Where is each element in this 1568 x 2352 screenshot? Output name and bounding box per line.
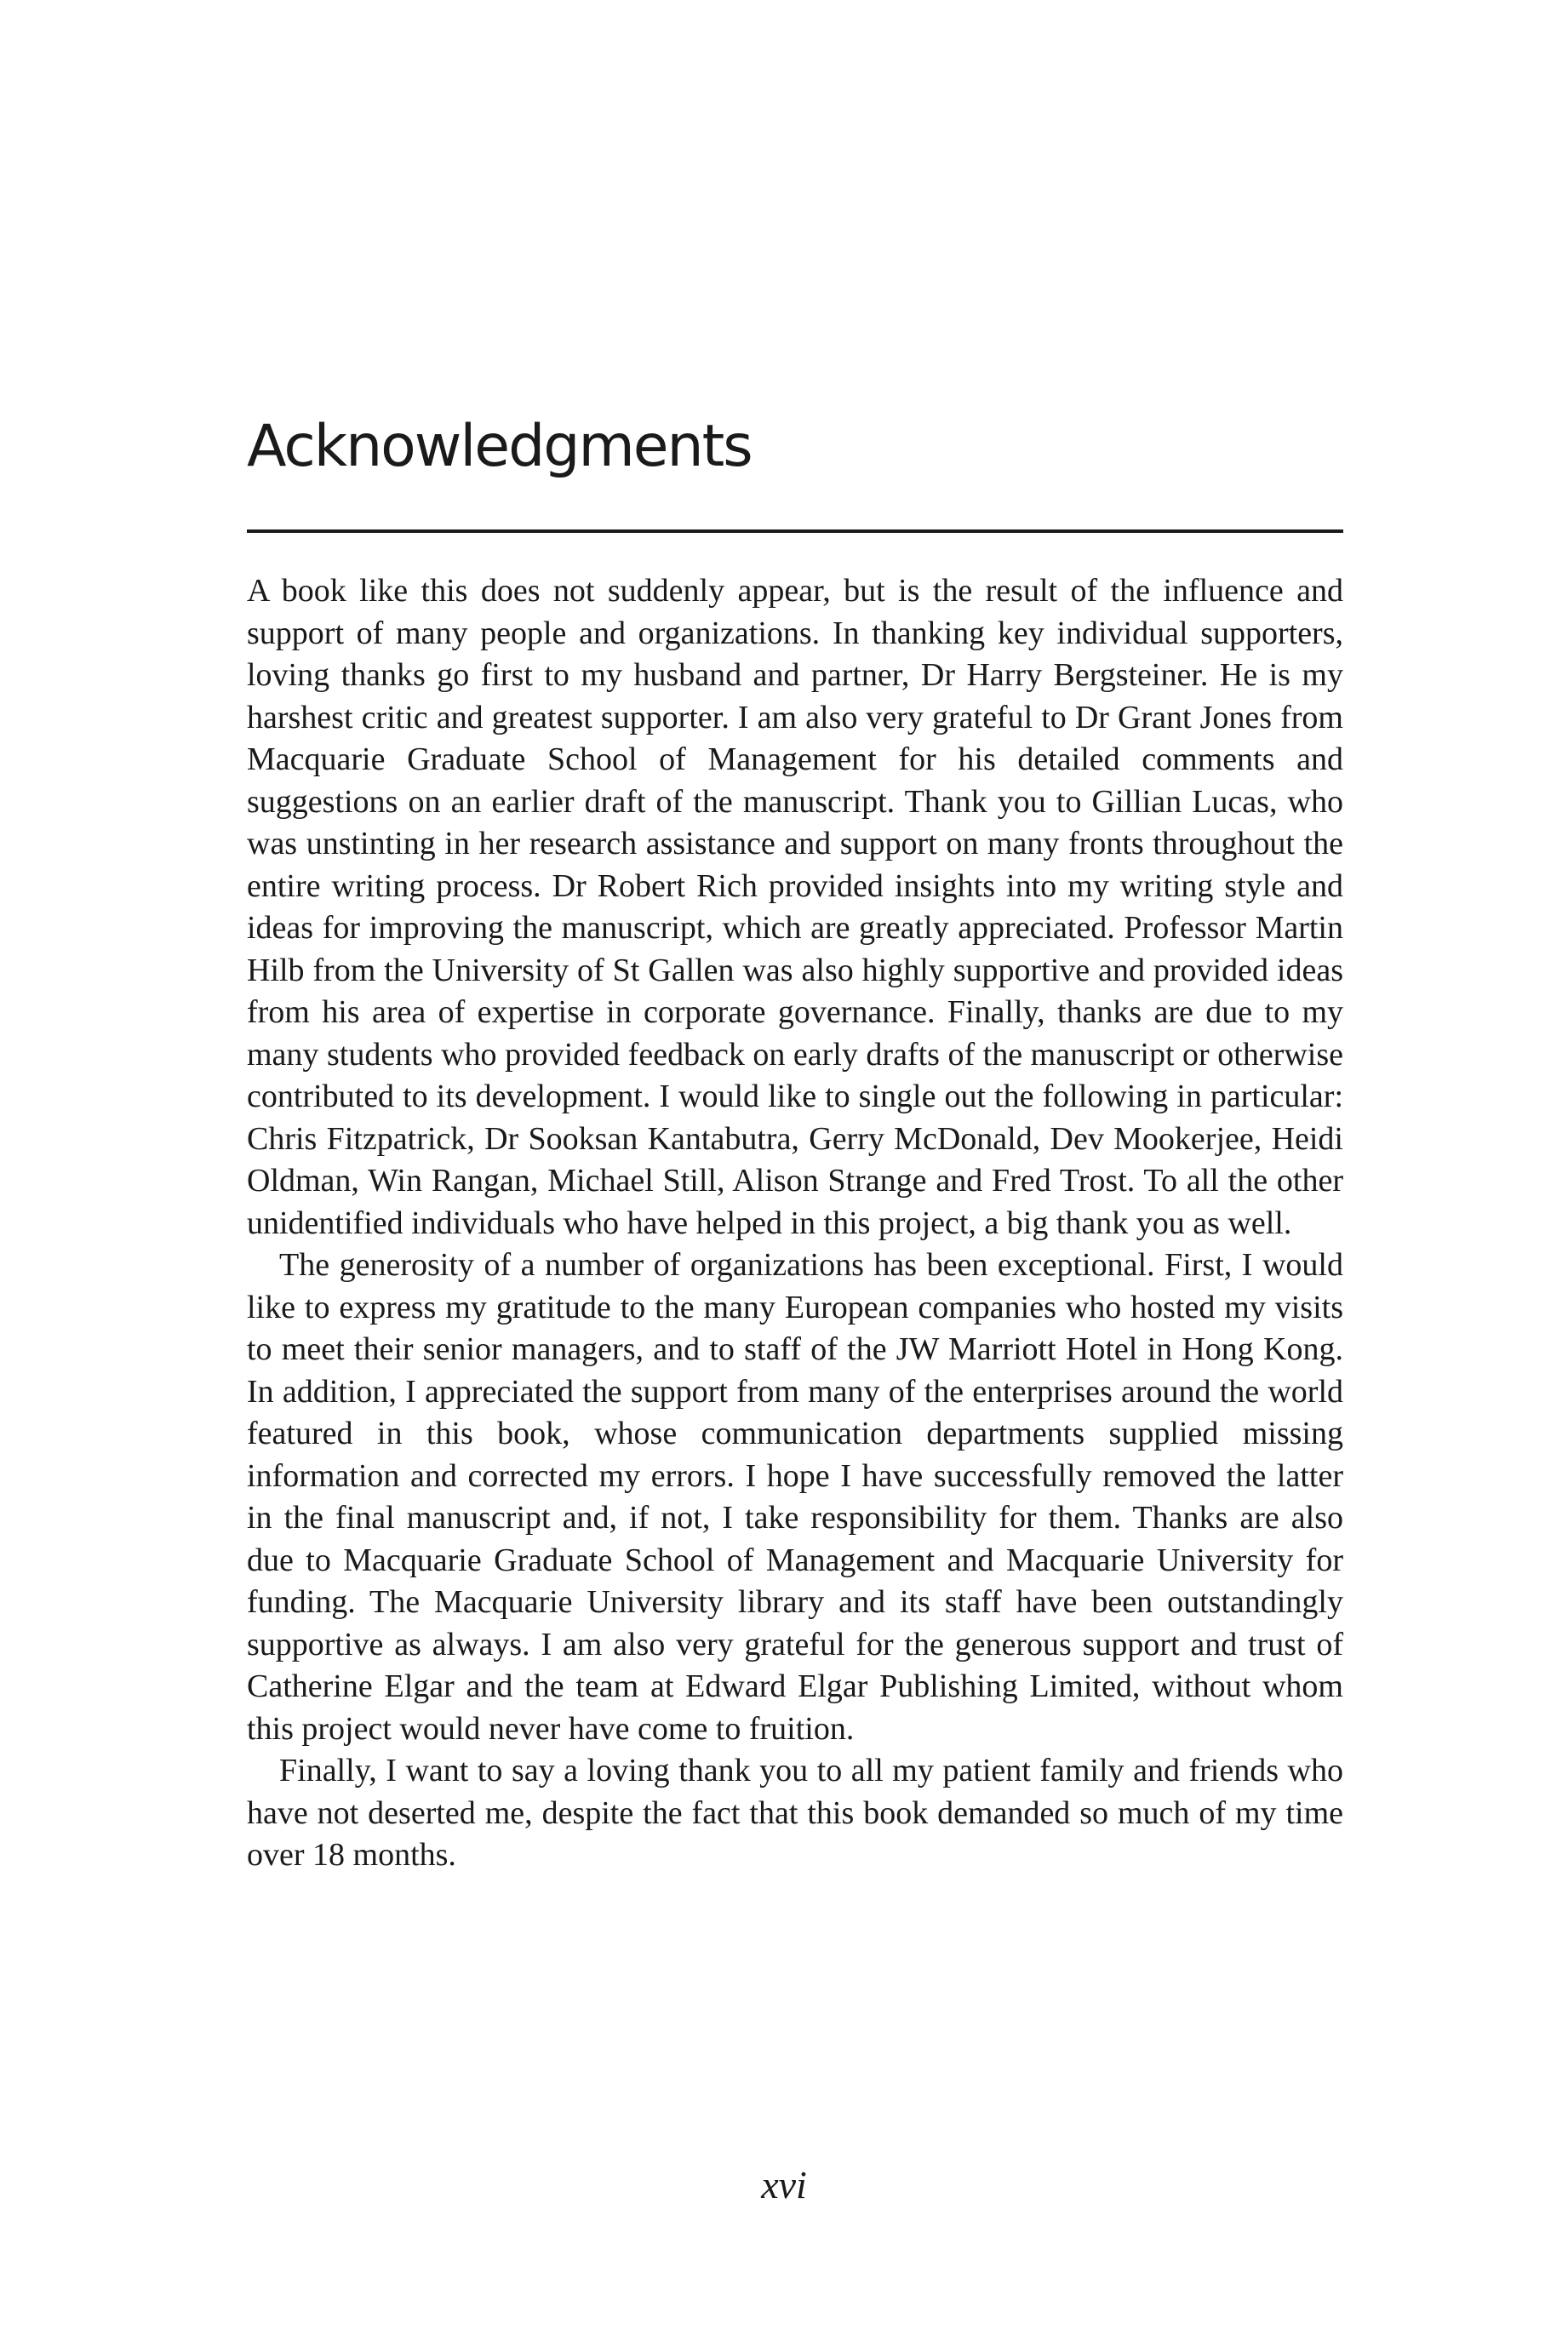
acknowledgments-body [247,570,1343,1877]
paragraph-2: The generosity of a number of organizations has been exceptional. First, I would like to express my gratitude to the many European companies who hosted my visits to meet their senior managers, and to staff of the JW Marriott Hotel in Hong Kong. In addition, I appreciated the support from many of the enterprises around the world featured in this book, whose communication departments supplied missing information and corrected my errors. I hope I have successfully removed the latter in the final manuscript and, if not, I take responsibility for them. Thanks are also due to Macquarie Graduate School of Management and Macquarie University for funding. The Macquarie University library and its staff have been outstandingly supportive as always. I am also very grateful for the generous support and trust of Catherine Elgar and the team at Edward Elgar Publishing Limited, without whom this project would never have come to fruition. [247,1247,1343,1747]
page-number: xvi [761,2163,807,2206]
paragraph-1: A book like this does not suddenly appear, but is the result of the influence and support of many people and organizations. In thanking key individual supporters, loving thanks go first to my husband and partner, Dr Harry Bergsteiner. He is my harshest critic and greatest supporter. I am also very grateful to Dr Grant Jones from Macquarie Graduate School of Management for his detailed comments and suggestions on an earlier draft of the manuscript. Thank you to Gillian Lucas, who was unstinting in her research assistance and support on many fronts throughout the entire writing process. Dr Robert Rich provided insights into my writing style and ideas for improving the manuscript, which are greatly appreciated. Professor Martin Hilb from the University of St Gallen was also highly supportive and provided ideas from his area of expertise in corporate governance. Finally, thanks are due to my many students who provided feedback on early drafts of the manuscript or otherwise contributed to its development. I would like to single out the following in particular: Chris Fitzpatrick, Dr Sooksan Kantabutra, Gerry McDonald, Dev Mookerjee, Heidi Oldman, Win Rangan, Michael Still, Alison Strange and Fred Trost. To all the other unidentified individuals who have helped in this project, a big thank you as well. [247,573,1343,1241]
page-heading: Acknowledgments [247,413,752,480]
paragraph-3: Finally, I want to say a loving thank you to all my patient family and friends who have not deserted me, despite the fact that this book demanded so much of my time over 18 months. [247,1753,1343,1873]
heading-rule [247,529,1343,533]
